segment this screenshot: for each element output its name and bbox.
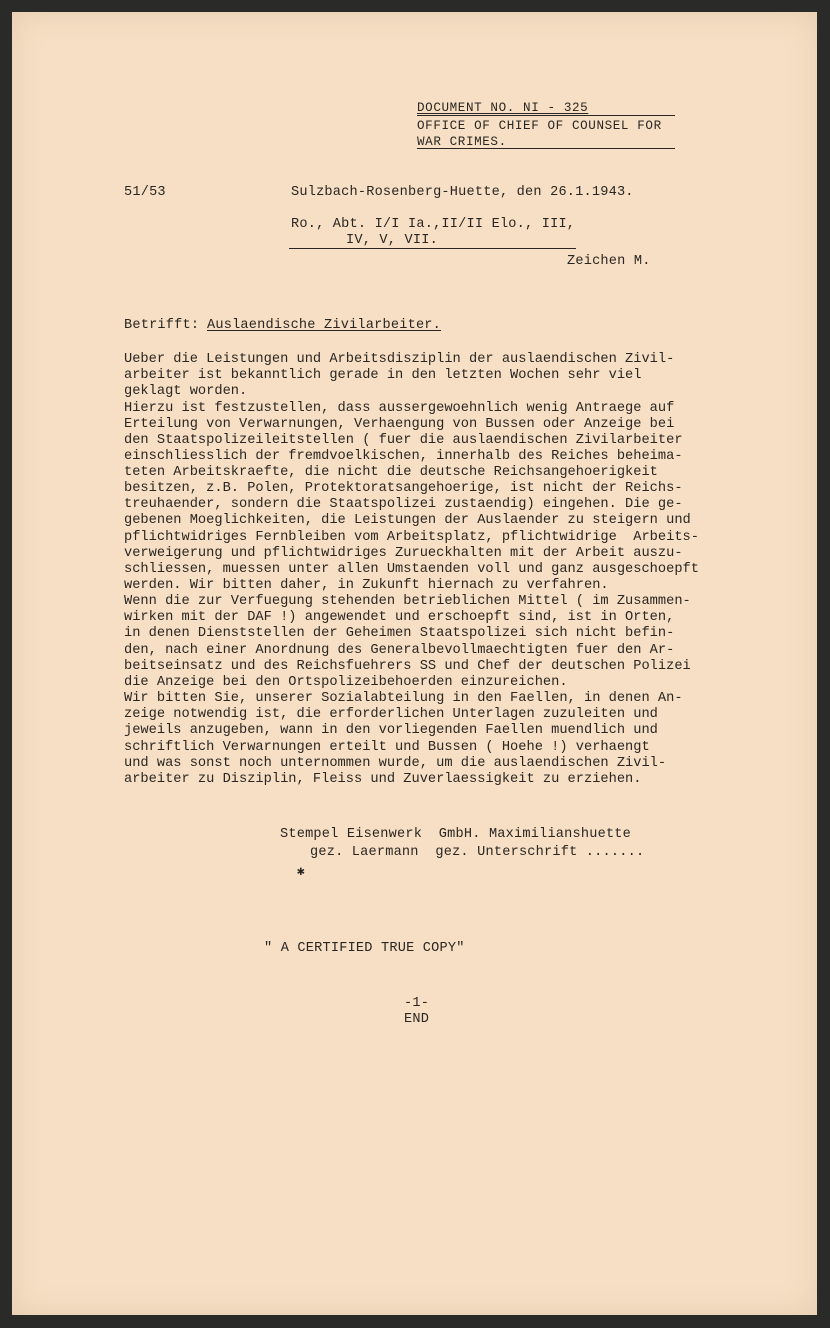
body-line: teten Arbeitskraefte, die nicht die deutsche Reichsangehoerigkeit (124, 465, 658, 480)
page-number: -1- (404, 996, 430, 1011)
body-line: Wenn die zur Verfuegung stehenden betrieblichen Mittel ( im Zusammen- (124, 594, 691, 609)
body-line: wirken mit der DAF !) angewendet und erschoepft sind, ist in Orten, (124, 610, 675, 625)
subject-label: Betrifft: (124, 318, 200, 333)
subject-title: Auslaendische Zivilarbeiter. (207, 318, 442, 333)
body-line: zeige notwendig ist, die erforderlichen Unterlagen zuzuleiten und (124, 707, 658, 722)
body-line: pflichtwidriges Fernbleiben vom Arbeitsplatz, pflichtwidrige Arbeits- (124, 530, 699, 545)
stamp-line: Stempel Eisenwerk GmbH. Maximilianshuette (280, 827, 632, 842)
certified-copy: " A CERTIFIED TRUE COPY" (264, 941, 465, 956)
body-line: schriftlich Verwarnungen erteilt und Bussen ( Hoehe !) verhaengt (124, 740, 650, 755)
distribution-rule (289, 248, 576, 249)
body-line: gebenen Moeglichkeiten, die Leistungen der Auslaender zu steigern und (124, 513, 691, 528)
body-line: arbeiter ist bekanntlich gerade in den letzten Wochen sehr viel (124, 368, 642, 383)
end-marker: END (404, 1012, 430, 1027)
office-line-1: OFFICE OF CHIEF OF COUNSEL FOR (417, 119, 662, 133)
file-reference: 51/53 (124, 185, 166, 200)
body-line: werden. Wir bitten daher, in Zukunft hiernach zu verfahren. (124, 578, 609, 593)
body-line: beitseinsatz und des Reichsfuehrers SS und Chef der deutschen Polizei (124, 659, 691, 674)
body-line: Wir bitten Sie, unserer Sozialabteilung in den Faellen, in denen An- (124, 691, 683, 706)
body-line: einschliesslich der fremdvoelkischen, innerhalb des Reiches beheima- (124, 449, 683, 464)
body-line: Erteilung von Verwarnungen, Verhaengung von Bussen oder Anzeige bei (124, 417, 675, 432)
body-line: besitzen, z.B. Polen, Protektoratsangehoerige, ist nicht der Reichs- (124, 481, 683, 496)
body-line: treuhaender, sondern die Staatspolizei zustaendig) eingehen. Die ge- (124, 497, 683, 512)
ink-mark: ✱ (297, 864, 305, 879)
document-number: DOCUMENT NO. NI - 325 (417, 101, 589, 115)
office-line-2: WAR CRIMES. (417, 135, 507, 149)
distribution-line-1: Ro., Abt. I/I Ia.,II/II Elo., III, (291, 217, 576, 232)
header-rule-top (417, 115, 675, 116)
body-line: in denen Dienststellen der Geheimen Staatspolizei sich nicht befin- (124, 626, 675, 641)
body-line: die Anzeige bei den Ortspolizeibehoerden einzureichen. (124, 675, 568, 690)
body-line: Ueber die Leistungen und Arbeitsdisziplin der auslaendischen Zivil- (124, 352, 675, 367)
document-page (12, 12, 817, 1315)
header-rule-bottom (417, 148, 675, 149)
body-line: geklagt worden. (124, 384, 248, 399)
body-line: Hierzu ist festzustellen, dass aussergewoehnlich wenig Antraege auf (124, 401, 675, 416)
body-line: schliessen, muessen unter allen Umstaenden voll und ganz ausgeschoepft (124, 562, 699, 577)
distribution-line-2: IV, V, VII. (346, 233, 438, 248)
signature-line: gez. Laermann gez. Unterschrift ....... (310, 845, 645, 860)
body-line: den Staatspolizeileitstellen ( fuer die auslaendischen Zivilarbeiter (124, 433, 683, 448)
body-line: den, nach einer Anordnung des Generalbevollmaechtigten fuer den Ar- (124, 643, 675, 658)
body-line: arbeiter zu Disziplin, Fleiss und Zuverlaessigkeit zu erziehen. (124, 772, 642, 787)
body-line: und was sonst noch unternommen wurde, um die auslaendischen Zivil- (124, 756, 667, 771)
sign-reference: Zeichen M. (567, 254, 651, 269)
body-line: jeweils anzugeben, wann in den vorliegenden Faellen muendlich und (124, 723, 658, 738)
body-line: verweigerung und pflichtwidriges Zurueckhalten mit der Arbeit auszu- (124, 546, 683, 561)
place-date: Sulzbach-Rosenberg-Huette, den 26.1.1943. (291, 185, 634, 200)
